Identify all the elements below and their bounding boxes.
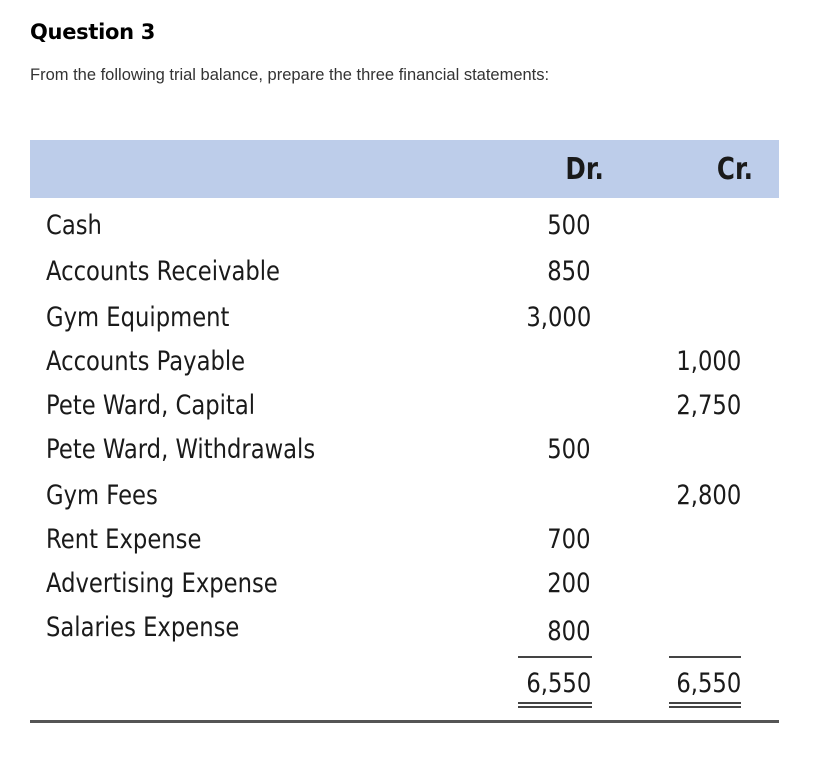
debit-amount: 700 xyxy=(547,524,591,555)
account-name: Gym Fees xyxy=(46,480,158,511)
debit-total: 6,550 xyxy=(526,668,591,699)
debit-amount: 800 xyxy=(547,616,591,647)
table-bottom-rule xyxy=(30,720,779,723)
debit-subtotal-rule xyxy=(518,656,592,658)
account-name: Pete Ward, Capital xyxy=(46,390,256,421)
account-name: Salaries Expense xyxy=(46,612,240,643)
table-row xyxy=(30,254,779,298)
credit-subtotal-rule xyxy=(669,656,741,658)
table-row xyxy=(30,566,779,610)
trial-balance-table xyxy=(30,140,779,724)
credit-amount: 2,800 xyxy=(676,480,741,511)
table-row xyxy=(30,478,779,522)
question-instruction: From the following trial balance, prepare the three financial statements: xyxy=(30,66,550,84)
debit-header: Dr. xyxy=(565,152,604,187)
table-row xyxy=(30,432,779,476)
table-row xyxy=(30,522,779,566)
account-name: Rent Expense xyxy=(46,524,202,555)
debit-amount: 500 xyxy=(547,434,591,465)
account-name: Pete Ward, Withdrawals xyxy=(46,434,316,465)
credit-header: Cr. xyxy=(716,152,753,187)
table-row xyxy=(30,344,779,388)
credit-amount: 1,000 xyxy=(676,346,741,377)
credit-total-double-rule xyxy=(669,702,741,704)
table-row xyxy=(30,388,779,432)
debit-total-double-rule xyxy=(518,702,592,704)
debit-amount: 3,000 xyxy=(526,302,591,333)
table-header xyxy=(30,140,779,198)
table-row xyxy=(30,300,779,344)
debit-amount: 500 xyxy=(547,210,591,241)
totals-row xyxy=(30,666,779,710)
account-name: Accounts Payable xyxy=(46,346,246,377)
credit-total: 6,550 xyxy=(676,668,741,699)
debit-amount: 200 xyxy=(547,568,591,599)
debit-amount: 850 xyxy=(547,256,591,287)
credit-amount: 2,750 xyxy=(676,390,741,421)
account-name: Gym Equipment xyxy=(46,302,230,333)
account-name: Cash xyxy=(46,210,102,241)
credit-total-double-rule xyxy=(669,706,741,708)
table-row xyxy=(30,610,779,654)
debit-total-double-rule xyxy=(518,706,592,708)
question-title: Question 3 xyxy=(30,20,156,44)
account-name: Advertising Expense xyxy=(46,568,278,599)
table-row xyxy=(30,208,779,252)
account-name: Accounts Receivable xyxy=(46,256,280,287)
